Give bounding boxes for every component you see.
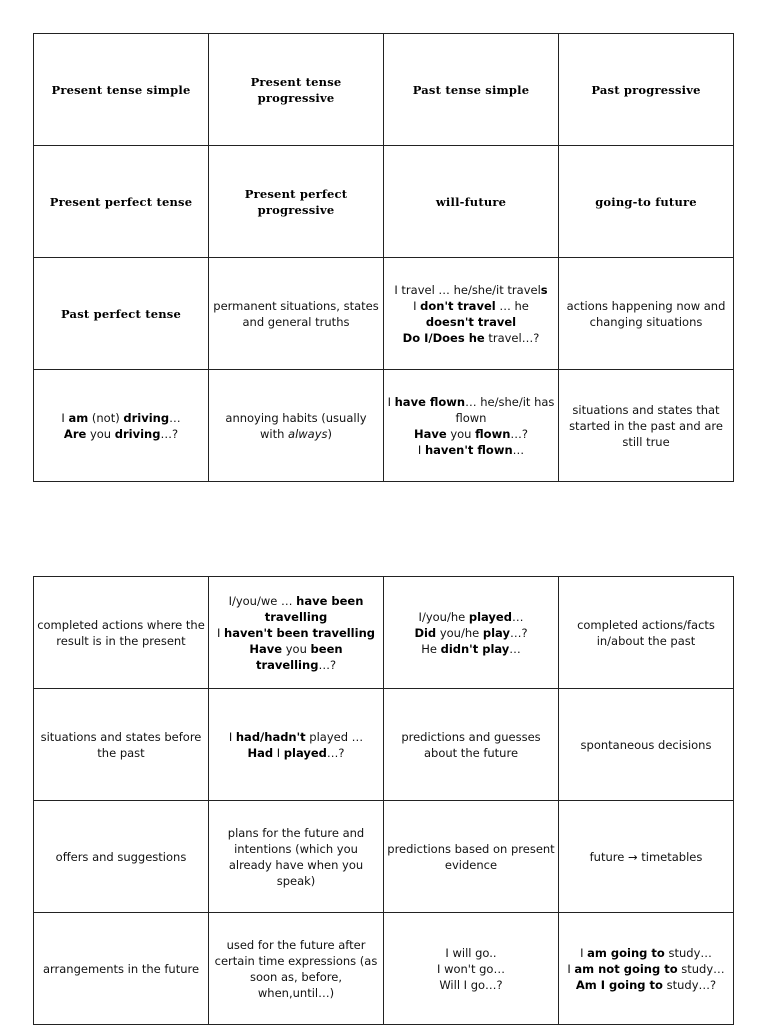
card-present-tense-simple: Present tense simple	[34, 34, 209, 146]
card-line: Had I played…?	[247, 745, 345, 760]
table-row	[34, 577, 734, 689]
card-usage-time-expressions: used for the future after certain time expressions (as soon as, before, when,until…)	[209, 913, 384, 1025]
card-usage-permanent-situations: permanent situations, states and general truths	[209, 258, 384, 370]
card-line: Am I going to study…?	[575, 977, 717, 992]
card-usage-plans-intentions: plans for the future and intentions (which you already have when you speak)	[209, 801, 384, 913]
card-form-present-perfect	[384, 370, 559, 482]
card-line: I am not going to study…	[567, 961, 725, 976]
tense-cards-table-bottom	[33, 576, 734, 1025]
card-usage-predictions-evidence: predictions based on present evidence	[384, 801, 559, 913]
card-present-tense-progressive: Present tense progressive	[209, 34, 384, 146]
card-line: I/you/he played…	[418, 609, 524, 624]
card-usage-spontaneous-decisions: spontaneous decisions	[559, 689, 734, 801]
card-usage-arrangements-future: arrangements in the future	[34, 913, 209, 1025]
card-line: I am (not) driving…	[61, 410, 181, 425]
card-form-will-future	[384, 913, 559, 1025]
card-past-tense-simple: Past tense simple	[384, 34, 559, 146]
card-line: Are you driving…?	[63, 426, 179, 441]
card-present-perfect-tense: Present perfect tense	[34, 146, 209, 258]
card-usage-completed-actions-result-present: completed actions where the result is in the present	[34, 577, 209, 689]
card-present-perfect-progressive: Present perfect progressive	[209, 146, 384, 258]
card-line: I haven't flown…	[417, 442, 525, 457]
card-line: doesn't travel	[425, 314, 517, 329]
card-line: Have you been travelling…?	[249, 641, 343, 672]
card-usage-actions-happening-now: actions happening now and changing situations	[559, 258, 734, 370]
card-line: I travel … he/she/it travels	[394, 282, 548, 297]
card-form-present-perfect-progressive	[209, 577, 384, 689]
card-usage-completed-actions-facts-past: completed actions/facts in/about the past	[559, 577, 734, 689]
card-usage-states-before-past: situations and states before the past	[34, 689, 209, 801]
card-past-perfect-tense: Past perfect tense	[34, 258, 209, 370]
card-line: I won't go…	[437, 961, 505, 976]
table-row	[34, 913, 734, 1025]
card-usage-situations-started-in-past: situations and states that started in the past and are still true	[559, 370, 734, 482]
card-line: I am going to study…	[580, 945, 712, 960]
card-line: Will I go…?	[439, 977, 503, 992]
card-line: Do I/Does he travel…?	[402, 330, 540, 345]
card-form-present-simple	[384, 258, 559, 370]
card-usage-timetables: future → timetables	[559, 801, 734, 913]
table-row	[34, 146, 734, 258]
card-will-future: will-future	[384, 146, 559, 258]
table-row	[34, 34, 734, 146]
card-line: Did you/he play…?	[414, 625, 528, 640]
card-usage-predictions-guesses: predictions and guesses about the future	[384, 689, 559, 801]
card-going-to-future: going-to future	[559, 146, 734, 258]
table-row	[34, 801, 734, 913]
card-form-present-progressive	[34, 370, 209, 482]
card-line: I don't travel … he	[413, 298, 529, 313]
card-line: I have flown… he/she/it has flown	[387, 394, 555, 425]
card-line: I had/hadn't played …	[228, 729, 364, 744]
table-row	[34, 258, 734, 370]
card-form-past-perfect	[209, 689, 384, 801]
card-line: I haven't been travelling	[216, 625, 375, 640]
card-usage-annoying-habits: annoying habits (usually with always)	[209, 370, 384, 482]
card-line: I will go..	[445, 945, 497, 960]
card-usage-offers-suggestions: offers and suggestions	[34, 801, 209, 913]
card-line: I/you/we … have been travelling	[228, 593, 364, 624]
table-row	[34, 689, 734, 801]
card-line: He didn't play…	[421, 641, 521, 656]
card-form-past-simple	[384, 577, 559, 689]
card-line: Have you flown…?	[414, 426, 528, 441]
card-form-going-to-future	[559, 913, 734, 1025]
table-row	[34, 370, 734, 482]
card-past-progressive: Past progressive	[559, 34, 734, 146]
tense-cards-table-top	[33, 33, 734, 482]
